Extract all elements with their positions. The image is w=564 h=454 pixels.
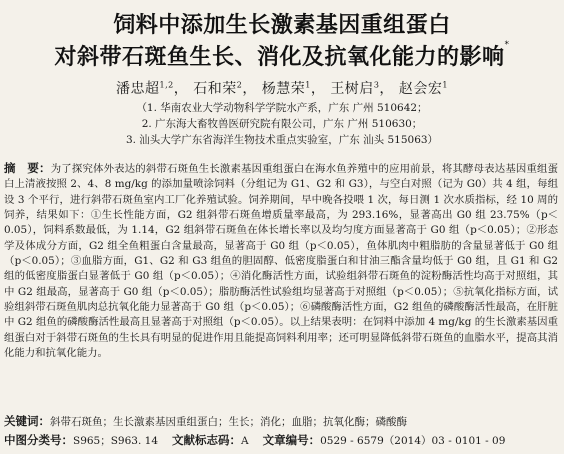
author-affiliation-mark: 1 xyxy=(305,80,311,90)
title-line-2 xyxy=(0,40,564,71)
abstract xyxy=(4,161,558,361)
author-affiliation-mark: 3 xyxy=(373,80,380,90)
author-list: 潘忠超$^{1,2}$， 石和荣$^2$， 杨慧荣$^1$， 王树启$^3$， 赵会宏$^1$ xyxy=(116,80,448,97)
affiliation-2: 2. 广东海大畜牧兽医研究院有限公司，广东 广州 510630； xyxy=(141,118,423,130)
author-name: 石和荣 xyxy=(193,81,237,97)
title-footnote-mark: * xyxy=(504,40,510,50)
affiliation-3: 3. 汕头大学广东省海洋生物技术重点实验室，广东 汕头 515063） xyxy=(125,134,439,146)
doc-code-value: A xyxy=(241,435,249,447)
keywords xyxy=(4,413,558,429)
classification-line xyxy=(4,432,560,448)
author-name: 杨慧荣 xyxy=(261,81,306,97)
keywords-text: 斜带石斑鱼；生长激素基因重组蛋白；生长；消化；血脂；抗氧化酶；磷酸酶 xyxy=(50,416,407,428)
clc-value: S965；S963. 14 xyxy=(73,435,159,447)
abstract-label: 摘 要： xyxy=(4,161,51,175)
author-name: 赵会宏 xyxy=(398,81,443,97)
author-affiliation-mark: 1 xyxy=(442,80,448,90)
title-line-1: 饲料中添加生长激素基因重组蛋白 xyxy=(113,13,451,38)
author-affiliation-mark: 1,2 xyxy=(159,80,174,90)
author-name: 王树启 xyxy=(330,81,374,97)
article-number-value: 0529 - 6579（2014）03 - 0101 - 09 xyxy=(320,435,506,447)
author-affiliation-mark: 2 xyxy=(236,80,243,90)
abstract-text: 为了探究体外表达的斜带石斑鱼生长激素基因重组蛋白在海水鱼养殖中的应用前景，将其酵母表达基因重组蛋白上清液按照 2、4、8 mg/kg 的添加量喷涂饲料（分组记为 G1、G2 和 G3），与空白对照（记为 G0）共 4 组，每组设 3 个平行，进行斜带石斑鱼室内工厂化养殖试验。饲养期间，早中晚各投喂 1 次，每日测 1 次水质指标，经 10 周的饲养，结果如下：①生长性能方面，G2 组斜带石斑鱼增质量率最高，为 293.16%，显著高出 G0 组 23.75%（p＜0.05），饲料系数最低，为 1.14，G2 组斜带石斑鱼在体长增长率以及均匀度方面显著高于 G0 组（p＜0.05）；②形态学及体成分方面，G2 组全鱼粗蛋白含量最高，显著高于 G0 组（p＜0.05），鱼体肌肉中粗脂肪的含量显著低于 G0 组（p＜0.05）；③血脂方面，G1、G2 和 G3 组鱼的胆固醇、低密度脂蛋白和甘油三酯含量均低于 G0 组，且 G1 和 G2 组的低密度脂蛋白显著低于 G0 组（p＜0.05）；④消化酶活性方面，试验组斜带石斑鱼的淀粉酶活性均高于对照组，其中 G2 组最高，显著高于 G0 组（p＜0.05）；脂肪酶活性试验组均显著高于对照组（p＜0.05）；⑤抗氧化指标方面，试验组斜带石斑鱼肌肉总抗氧化能力显著高于 G0 组（p＜0.05）；⑥磷酸酶活性方面，G2 组鱼的磷酸酶活性最高，在肝脏中 G2 组鱼的磷酸酶活性最高且显著高于对照组（p＜0.05）。以上结果表明：在饲料中添加 4 mg/kg 的生长激素基因重组蛋白对于斜带石斑鱼的生长具有明显的促进作用且能提高饲料利用率；还可明显降低斜带石斑鱼的血脂水平，提高其消化能力和抗氧化能力。 xyxy=(4,163,559,360)
author-name: 潘忠超 xyxy=(116,81,160,97)
article-number-label: 文章编号： xyxy=(262,433,321,447)
affiliation-1: （1. 华南农业大学动物科学学院水产系，广东 广州 510642； xyxy=(136,102,428,114)
doc-code-label: 文献标志码： xyxy=(172,433,242,447)
clc-label: 中图分类号： xyxy=(4,433,73,447)
title-line-2-text: 对斜带石斑鱼生长、消化及抗氧化能力的影响 xyxy=(54,45,505,70)
keywords-label: 关键词： xyxy=(4,414,50,428)
